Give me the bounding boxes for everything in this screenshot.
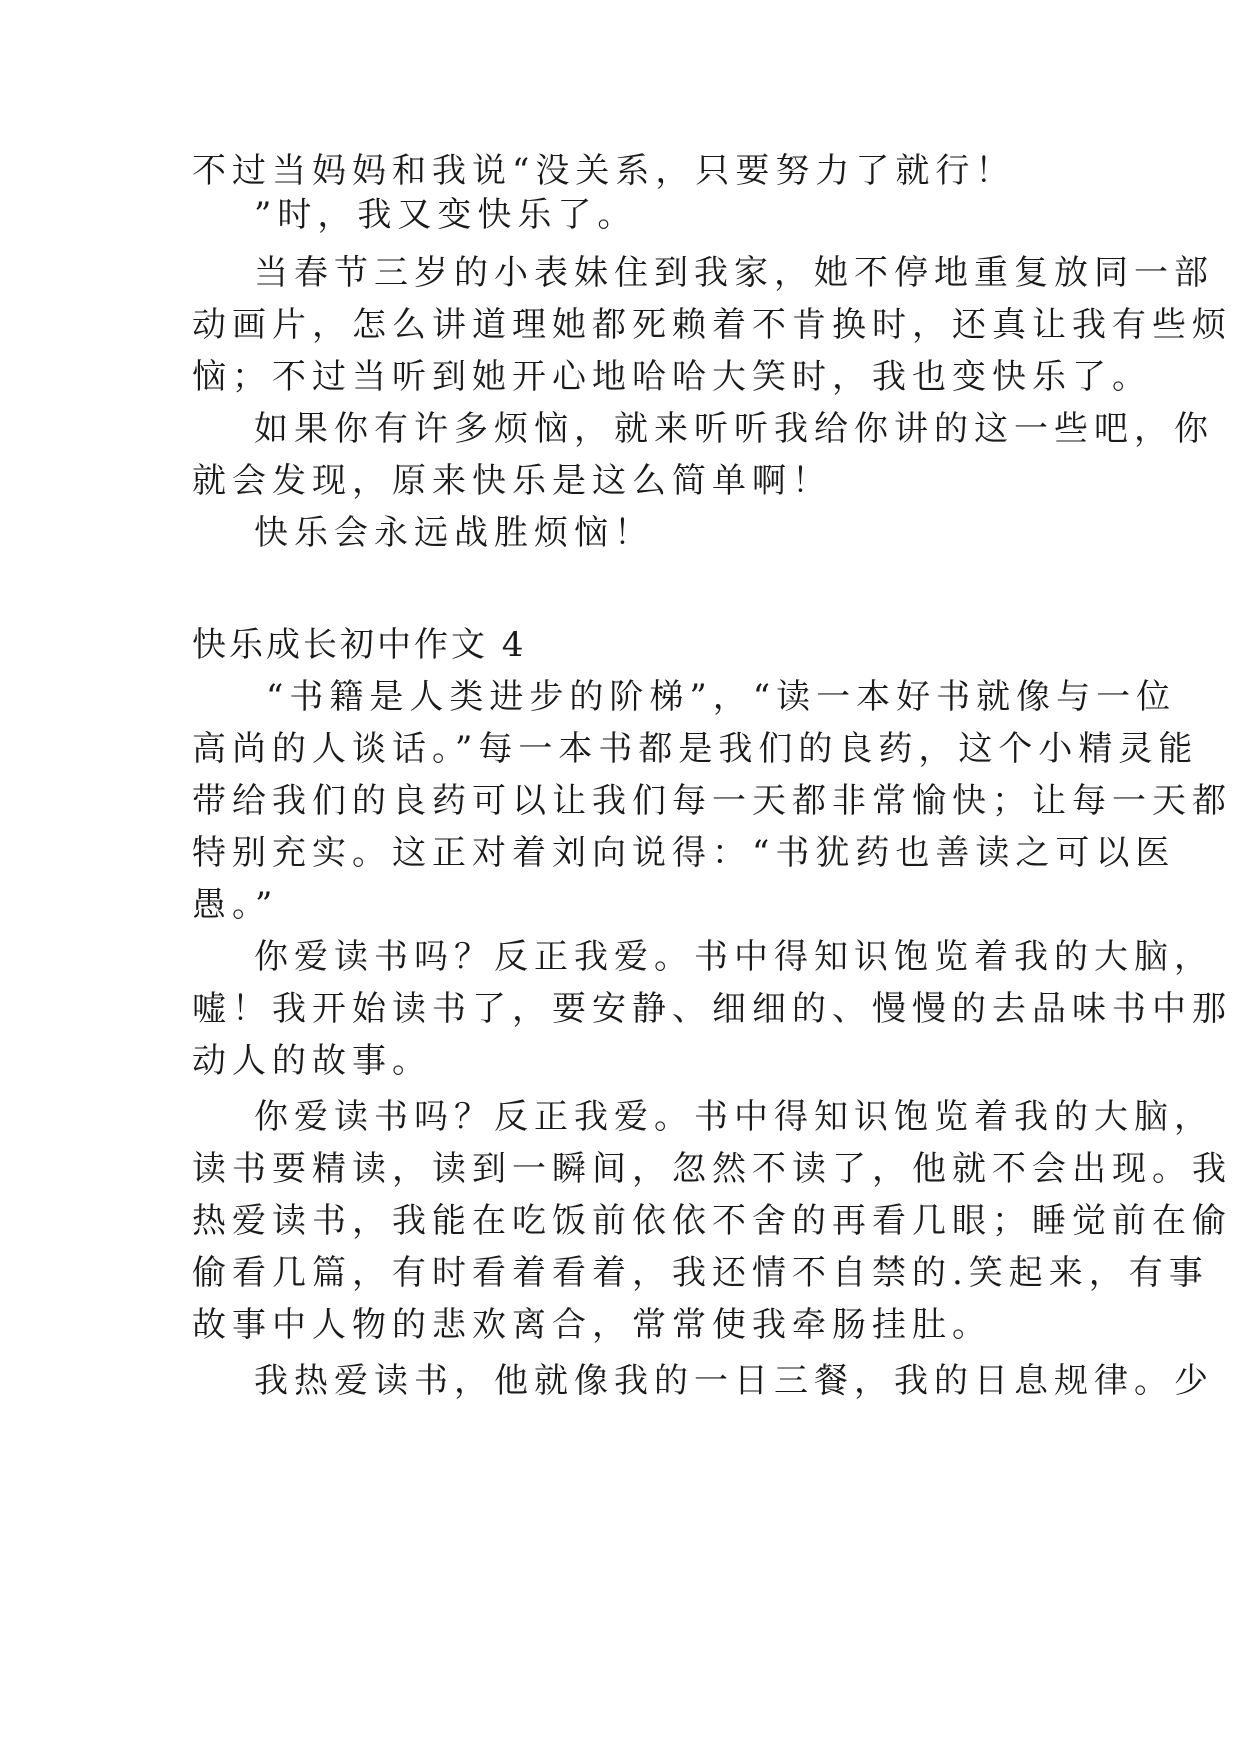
paragraph-line: 快乐会永远战胜烦恼！ (254, 513, 654, 553)
paragraph-line: 不过当妈妈和我说“没关系，只要努力了就行！ (192, 151, 1016, 191)
paragraph-line: 偷看几篇，有时看着看着，我还情不自禁的.笑起来，有事 (192, 1253, 1209, 1293)
paragraph-line: 就会发现，原来快乐是这么简单啊！ (192, 461, 832, 501)
section-title: 快乐成长初中作文 4 (192, 625, 527, 665)
paragraph-line: 读书要精读，读到一瞬间，忽然不读了，他就不会出现。我 (192, 1149, 1232, 1189)
paragraph-line: 热爱读书，我能在吃饭前依依不舍的再看几眼；睡觉前在偷 (192, 1201, 1232, 1241)
paragraph-line: 故事中人物的悲欢离合，常常使我牵肠挂肚。 (192, 1305, 992, 1345)
paragraph-line: 高尚的人谈话。”每一本书都是我们的良药，这个小精灵能 (192, 729, 1199, 769)
paragraph-line: 你爱读书吗？反正我爱。书中得知识饱览着我的大脑， (254, 937, 1214, 977)
paragraph-line: 你爱读书吗？反正我爱。书中得知识饱览着我的大脑， (254, 1097, 1214, 1137)
paragraph-line: “书籍是人类进步的阶梯”，“读一本好书就像与一位 (266, 677, 1177, 717)
paragraph-line: 我热爱读书，他就像我的一日三餐，我的日息规律。少 (254, 1361, 1214, 1401)
paragraph-line: 恼；不过当听到她开心地哈哈大笑时，我也变快乐了。 (192, 357, 1152, 397)
paragraph-line: 特别充实。这正对着刘向说得：“书犹药也善读之可以医 (192, 833, 1176, 873)
paragraph-line: 当春节三岁的小表妹住到我家，她不停地重复放同一部 (254, 253, 1214, 293)
paragraph-line: 如果你有许多烦恼，就来听听我给你讲的这一些吧，你 (254, 409, 1214, 449)
paragraph-line: 愚。” (192, 885, 279, 925)
paragraph-line: 动人的故事。 (192, 1041, 432, 1081)
paragraph-line: 嘘！我开始读书了，要安静、细细的、慢慢的去品味书中那 (192, 989, 1232, 1029)
paragraph-line: 动画片，怎么讲道理她都死赖着不肯换时，还真让我有些烦 (192, 305, 1232, 345)
paragraph-line: 带给我们的良药可以让我们每一天都非常愉快；让每一天都 (192, 781, 1232, 821)
paragraph-line: ”时，我又变快乐了。 (254, 195, 638, 235)
